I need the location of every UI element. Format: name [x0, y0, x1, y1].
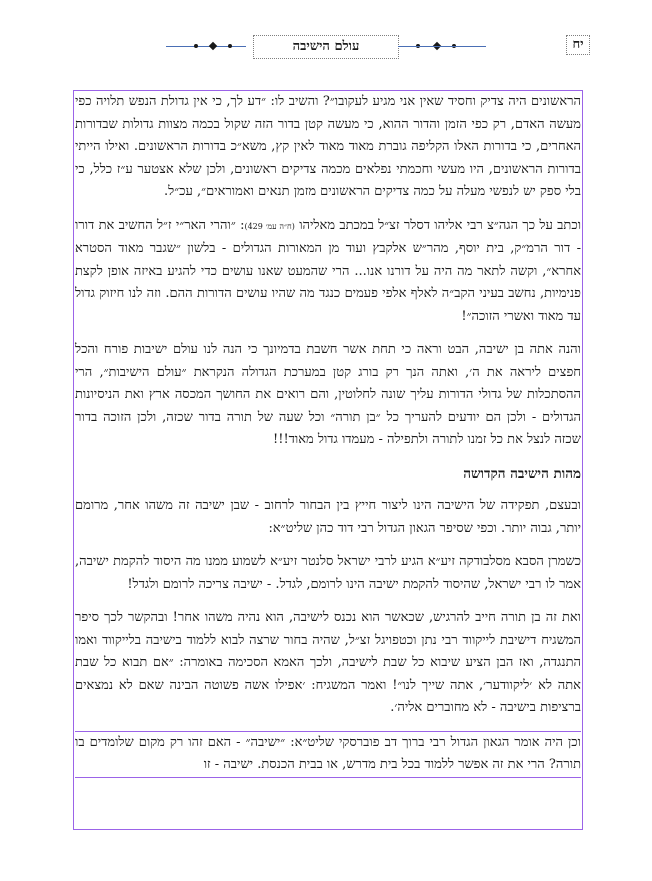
paragraph: הראשונים היה צדיק וחסיד שאין אני מגיע לעקובו״? והשיב לו: ״דע לך, כי אין גדולת הנפש תלויה כפי מעשה האדם, רק כפי הזמן והדור ההוא, כי מעשה קטן בדור הזה שקול בכמה מצוות גדולות שבדורות האחרים, כי בדורות האלו הקליפה גוברת מאוד מאוד לאין קץ, משא״כ בדורות הראשונים. ואילו הייתי בדורות הראשונים, היו מעשי וחכמתי נפלאים מכמה צדיקים ראשונים, ולכן שלא אצטער ע״ז כלל, כי בלי ספק יש לנפשי מעלה על כמה צדיקים הראשונים מזמן תנאים ואמוראים״, עכ״ל.	[75, 94, 581, 199]
ornament-dot-icon	[194, 44, 198, 48]
body-text	[74, 91, 582, 778]
paragraph-text: וכתב על כך הגה״צ רבי אליהו דסלר זצ״ל במכתב מאליהו	[299, 217, 582, 233]
paragraph: כשמרן הסבא מסלבודקה זיע״א הגיע לרבי ישראל סלנטר זיע״א לשמוע ממנו מה היסוד להקמת ישיבה, אמר לו רבי ישראל, שהיסוד להקמת ישיבה הינו לרומם, לגדל. - ישיבה צריכה לרומם ולגדל!	[75, 554, 581, 592]
paragraph-text: : ״והרי האר״י ז״ל החשיב את דורו - דור הרמ״ק, בית יוסף, מהר״ש אלקבץ ועוד מן המאורות הגדולים - בלשון ״שגבר מאוד הסטרא אחרא״, וקשה לתאר מה היה על דורנו אנו... הרי שהמעט שאנו עושים כדי להגיע באיזה אופן לקצת פנימיות, נחשב בעיני הקב״ה לאלף אלפי פעמים כנגד מה שהיו עושים הדורות ההם. וזה לנו חיזוק גדול עד מאוד ואשרי הזוכה״!	[75, 217, 581, 324]
page-number: יח	[566, 35, 590, 55]
content-frame	[73, 90, 583, 830]
source-reference: (ח״ה עמ׳ 429)	[244, 221, 295, 231]
paragraph: וכן היה אומר הגאון הגדול רבי ברוך דב פוברסקי שליט״א: ״ישיבה״ - האם זהו רק מקום שלומדים בו תורה? הרי את זה אפשר ללמוד בכל בית מדרש, או בבית הכנסת. ישיבה - זו	[75, 731, 581, 778]
paragraph: ואת זה בן תורה חייב להרגיש, שכאשר הוא נכנס לישיבה, הוא נהיה משהו אחר! ובהקשר לכך סיפר המשגיח דישיבת לייקווד רבי נתן וכטפויגל זצ״ל, שהיה בחור שרצה לבוא ללמוד בישיבה בלייקווד ואמו התנגדה, ואז הבן הציע שיבוא כל שבת לישיבה, ולכך האמא הסכימה באומרה: ״אם תבוא כל שבת אתה לא ׳ליקוודער׳, אתה שייך לנו״! ואמר המשגיח: ׳אפילו אשה פשוטה הבינה שאם לא נמצאים ברציפות בישיבה - לא מחוברים אליה׳.	[75, 610, 581, 715]
ornament-diamond-icon	[209, 42, 217, 50]
paragraph: והנה אתה בן ישיבה, הבט וראה כי תחת אשר חשבת בדמיונך כי הנה לנו עולם ישיבות פורח והכל חפצים ליראה את ה׳, ואתה הנך רק בורג קטן במערכת הגדולה הנקראת ״עולם הישיבות״, הרי ההסתכלות של גדולי הדורות עליך שונה לחלוטין, והם רואים את החושך המכסה ארץ ואת הניסיונות הגדולים - ולכן הם יודעים להעריך כל ״בן תורה״ וכל שעה של תורה בדור שכזה, ולכן הזוכה בדור שכזה לנצל את כל זמנו לתורה ולתפילה - מעמדו גדול מאוד!!!	[75, 342, 581, 447]
section-heading: מהות הישיבה הקדושה	[463, 465, 581, 482]
ornament-dot-icon	[228, 44, 232, 48]
paragraph	[75, 215, 581, 329]
header-rule-left	[166, 46, 246, 47]
paragraph: ובעצם, תפקידה של הישיבה הינו ליצור חייץ בין הבחור לרחוב - שבן ישיבה זה משהו אחר, מרומם יותר, גבוה יותר. וכפי שסיפר הגאון הגדול רבי דוד כהן שליט״א:	[75, 498, 581, 536]
header-rule-right	[398, 46, 486, 47]
running-header	[166, 34, 486, 60]
header-title: עולם הישיבה	[253, 35, 399, 59]
